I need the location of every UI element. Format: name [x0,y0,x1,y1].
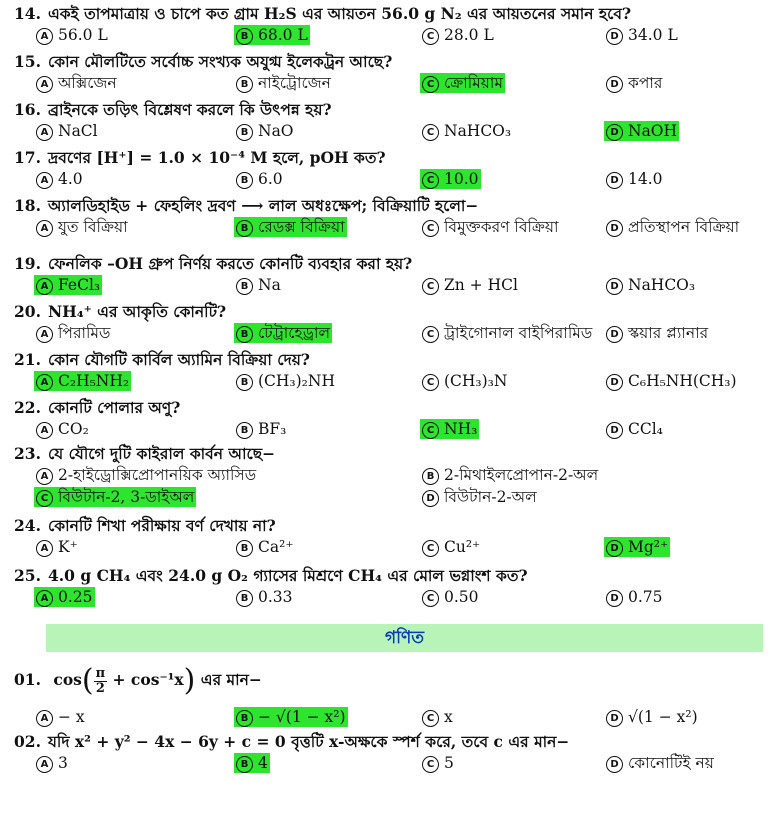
question-19 [14,254,760,296]
question-text: যে যৌগে দুটি কাইরাল কার্বন আছে− [48,444,276,463]
math-question-01 [14,662,760,728]
options-row [14,486,760,508]
option-a[interactable]: A অক্সিজেন [34,73,119,93]
question-number: 25. [14,566,41,585]
option-b[interactable]: B − √(1 − x²) [234,707,348,727]
options-row [14,418,760,440]
option-b[interactable]: B Ca²⁺ [234,537,296,557]
option-a[interactable]: A 56.0 L [34,25,110,45]
question-number: 02. [14,732,41,751]
question-number: 14. [14,4,41,23]
option-b[interactable]: B রেডক্স বিক্রিয়া [234,217,347,237]
option-b[interactable]: B (CH₃)₂NH [234,371,337,391]
question-text: এর মান− [195,670,262,689]
option-c[interactable]: C 5 [420,753,456,773]
option-a[interactable]: A 2-হাইড্রোক্সিপ্রোপানয়িক অ্যাসিড [34,465,258,485]
option-a[interactable]: A NaCl [34,121,100,141]
option-a[interactable]: A − x [34,707,87,727]
pi-over-2-fraction: $\frac{\pi}{2}$ [95,665,106,696]
question-text: NH₄⁺ এর আকৃতি কোনটি? [48,302,227,321]
question-text: একই তাপমাত্রায় ও চাপে কত গ্রাম H₂S এর আয়তন 56.0 g N₂ এর আয়তনের সমান হবে? [48,4,632,23]
math-question-02 [14,732,760,774]
question-number: 24. [14,516,41,535]
option-d[interactable]: D NaOH [604,121,679,141]
option-d[interactable]: D কপার [604,73,664,93]
expression-arccos: + cos⁻¹x [107,670,184,689]
option-c[interactable]: C (CH₃)₃N [420,371,509,391]
options-row [14,24,760,46]
option-c[interactable]: C x [420,707,455,727]
options-row [14,586,760,608]
option-b[interactable]: B 68.0 L [234,25,310,45]
question-text: কোন যৌগটি কার্বিল অ্যামিন বিক্রিয়া দেয়? [48,350,310,369]
options-row [14,168,760,190]
option-a[interactable]: A যুত বিক্রিয়া [34,217,130,237]
question-18 [14,196,760,238]
question-text: ব্রাইনকে তড়িৎ বিশ্লেষণ করলে কি উৎপন্ন হয়? [48,100,332,119]
question-number: 20. [14,302,41,321]
question-number: 23. [14,444,41,463]
option-a[interactable]: A K⁺ [34,537,80,557]
question-20 [14,302,760,344]
question-25 [14,566,760,608]
option-d[interactable]: D স্কয়ার প্ল্যানার [604,323,710,343]
options-row [14,322,760,344]
option-d[interactable]: D বিউটান-2-অল [420,487,539,507]
question-17 [14,148,760,190]
option-c[interactable]: C 28.0 L [420,25,496,45]
option-b[interactable]: B NaO [234,121,296,141]
question-number: 18. [14,196,41,215]
question-22 [14,398,760,440]
question-text: কোনটি পোলার অণু? [48,398,181,417]
option-c[interactable]: C 10.0 [420,169,481,189]
option-c[interactable]: C ট্রাইগোনাল বাইপিরামিড [420,323,594,343]
options-row [14,370,760,392]
question-21 [14,350,760,392]
question-23 [14,444,760,508]
option-d[interactable]: D NaHCO₃ [604,275,697,295]
question-number: 21. [14,350,41,369]
option-c[interactable]: C 0.50 [420,587,481,607]
option-c[interactable]: C Cu²⁺ [420,537,482,557]
option-c[interactable]: C বিউটান-2, 3-ডাইঅল [34,487,196,507]
question-text: কোন মৌলটিতে সর্বোচ্চ সংখ্যক অযুগ্ম ইলেকট্রন আছে? [48,52,393,71]
option-b[interactable]: B BF₃ [234,419,288,439]
option-d[interactable]: D প্রতিস্থাপন বিক্রিয়া [604,217,741,237]
option-d[interactable]: D CCl₄ [604,419,665,439]
question-number: 01. [14,670,41,689]
option-c[interactable]: C NH₃ [420,419,479,439]
option-d[interactable]: D √(1 − x²) [604,707,700,727]
option-c[interactable]: C Zn + HCl [420,275,520,295]
option-a[interactable]: A FeCl₃ [34,275,102,295]
options-row [14,120,760,142]
options-row [14,536,760,558]
section-title: গণিত [46,624,763,652]
question-14 [14,4,760,46]
question-text: ফেনলিক –OH গ্রুপ নির্ণয় করতে কোনটি ব্যবহার করা হয়? [48,254,413,273]
option-c[interactable]: C বিমুক্তকরণ বিক্রিয়া [420,217,560,237]
option-b[interactable]: B 0.33 [234,587,295,607]
question-number: 15. [14,52,41,71]
question-number: 16. [14,100,41,119]
option-a[interactable]: A পিরামিড [34,323,112,343]
option-b[interactable]: B 2-মিথাইলপ্রোপান-2-অল [420,465,600,485]
question-number: 17. [14,148,41,167]
option-b[interactable]: B টেট্রাহেড্রাল [234,323,332,343]
option-d[interactable]: D Mg²⁺ [604,537,670,557]
option-b[interactable]: B 6.0 [234,169,285,189]
option-b[interactable]: B 4 [234,753,270,773]
question-text: 4.0 g CH₄ এবং 24.0 g O₂ গ্যাসের মিশ্রণে CH₄ এর মোল ভগ্নাংশ কত? [48,566,528,585]
left-paren: ( [81,663,94,698]
option-d[interactable]: D 0.75 [604,587,665,607]
question-number: 22. [14,398,41,417]
question-15 [14,52,760,94]
option-a[interactable]: A 3 [34,753,70,773]
option-d[interactable]: D C₆H₅NH(CH₃) [604,371,739,391]
option-b[interactable]: B নাইট্রোজেন [234,73,333,93]
question-text: কোনটি শিখা পরীক্ষায় বর্ণ দেখায় না? [48,516,276,535]
option-b[interactable]: B Na [234,275,283,295]
option-c[interactable]: C NaHCO₃ [420,121,513,141]
question-number: 19. [14,254,41,273]
options-row [14,752,760,774]
option-d[interactable]: D কোনোটিই নয় [604,753,716,773]
question-text: দ্রবণের [H⁺] = 1.0 × 10⁻⁴ M হলে, pOH কত? [48,148,386,167]
option-a[interactable]: A C₂H₅NH₂ [34,371,131,391]
option-a[interactable]: A 4.0 [34,169,85,189]
option-d[interactable]: D 34.0 L [604,25,680,45]
question-text: অ্যালডিহাইড + ফেহলিং দ্রবণ ⟶ লাল অধঃক্ষেপ; বিক্রিয়াটি হলো− [48,196,479,215]
right-paren: ) [183,663,196,698]
option-c[interactable]: C ক্রোমিয়াম [420,73,505,93]
options-row [14,72,760,94]
options-row [14,216,760,238]
option-d[interactable]: D 14.0 [604,169,665,189]
options-row [14,706,760,728]
question-16 [14,100,760,142]
expression-cos: cos [53,670,82,689]
question-24 [14,516,760,558]
question-text: যদি x² + y² − 4x − 6y + c = 0 বৃত্তটি x-অক্ষকে স্পর্শ করে, তবে c এর মান− [48,732,570,751]
options-row [14,464,760,486]
option-a[interactable]: A CO₂ [34,419,91,439]
option-a[interactable]: A 0.25 [34,587,95,607]
options-row [14,274,760,296]
